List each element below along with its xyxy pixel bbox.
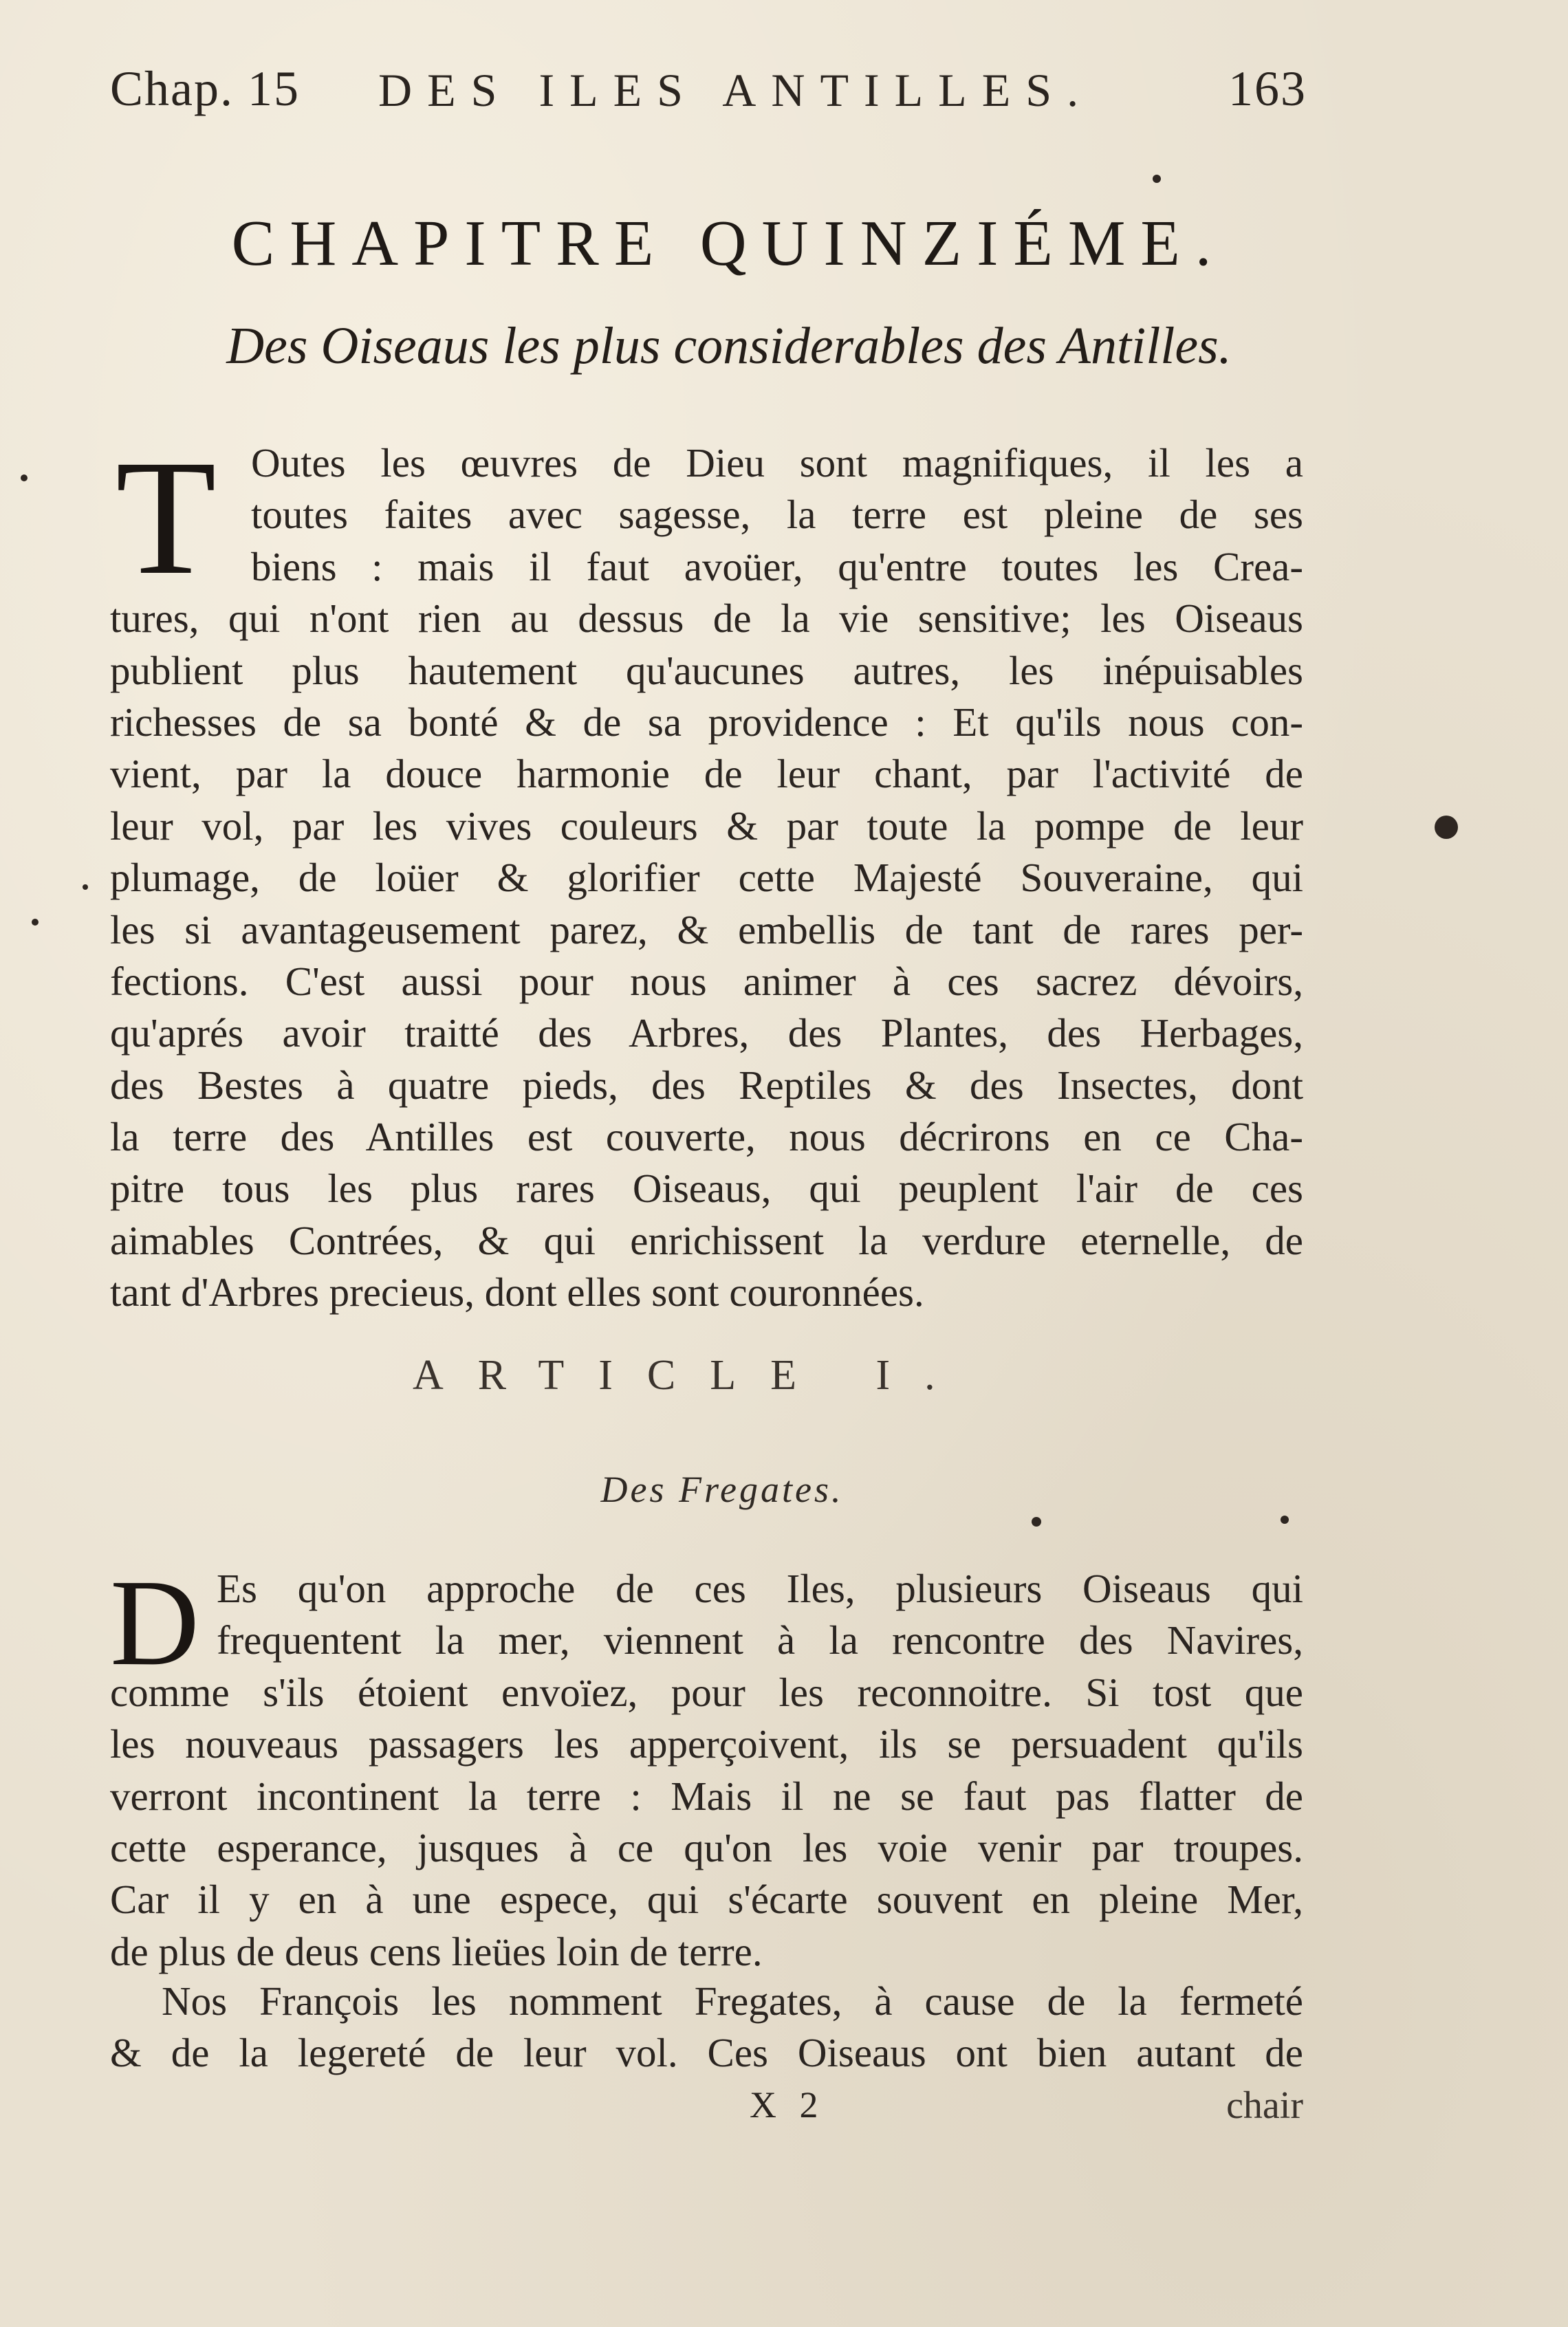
signature-mark: X 2 [750, 2084, 825, 2126]
paragraph-1 [110, 426, 1303, 1319]
text-line: Es qu'on approche de ces Iles, plusieurs Oiseaus qui [217, 1566, 1303, 1611]
ink-spot [1281, 1516, 1289, 1524]
text-line: publient plus hautement qu'aucunes autres, les inépuisables [110, 647, 1303, 693]
chapter-title: CHAPITRE QUINZIÉME. [231, 208, 1227, 279]
text-line: des Bestes à quatre pieds, des Reptiles & des Insectes, dont [110, 1062, 1303, 1108]
page-number: 163 [1228, 61, 1307, 116]
text-line: pitre tous les plus rares Oiseaus, qui peuplent l'air de ces [110, 1166, 1303, 1212]
drop-cap-initial: D [110, 1554, 199, 1691]
text-line: frequentent la mer, viennent à la rencontre des Navires, [217, 1617, 1303, 1663]
running-head-title: DES ILES ANTILLES. [378, 64, 1094, 116]
text-line: de plus de deus cens lieües loin de terre. [110, 1928, 763, 1974]
text-line: plumage, de loüer & glorifier cette Majesté Souveraine, qui [110, 855, 1303, 901]
text-line: richesses de sa bonté & de sa providence : Et qu'ils nous con- [110, 699, 1303, 745]
text-line: leur vol, par les vives couleurs & par toute la pompe de leur [110, 802, 1303, 849]
text-line: la terre des Antilles est couverte, nous décrirons en ce Cha- [110, 1114, 1303, 1160]
ink-spot [83, 884, 88, 890]
text-line: comme s'ils étoient envoïez, pour les reconnoitre. Si tost que [110, 1669, 1303, 1715]
article-subheading: Des Fregates. [600, 1469, 844, 1510]
paragraph-3 [110, 1976, 1303, 2079]
text-line: Car il y en à une espece, qui s'écarte souvent en pleine Mer, [110, 1877, 1303, 1923]
ink-spot [1153, 175, 1161, 183]
running-head [110, 61, 1307, 136]
text-line: les nouveaus passagers les apperçoivent, ils se persuadent qu'ils [110, 1721, 1303, 1767]
text-line: & de la legereté de leur vol. Ces Oiseaus ont bien autant de [110, 2030, 1303, 2076]
article-heading: ARTICLE I. [413, 1352, 970, 1399]
text-line: verront incontinent la terre : Mais il ne se faut pas flatter de [110, 1773, 1303, 1819]
ink-spot [1032, 1517, 1041, 1527]
text-line: Outes les œuvres de Dieu sont magnifiques, il les a [251, 440, 1303, 485]
drop-cap-initial: T [116, 426, 217, 609]
text-line: Nos François les nomment Fregates, à cause de la fermeté [162, 1978, 1303, 2024]
ink-spot [32, 919, 39, 926]
running-head-chapter: Chap. 15 [110, 61, 300, 116]
catchword: chair [1226, 2084, 1303, 2127]
text-line: tant d'Arbres precieus, dont elles sont couronnées. [110, 1269, 924, 1315]
text-line: cette esperance, jusques à ce qu'on les voie venir par troupes. [110, 1824, 1303, 1870]
ink-spot [21, 474, 28, 481]
text-line: fections. C'est aussi pour nous animer à ces sacrez dévoirs, [110, 958, 1303, 1004]
text-line: qu'aprés avoir traitté des Arbres, des Plantes, des Herbages, [110, 1010, 1303, 1056]
chapter-subtitle: Des Oiseaus les plus considerables des Antilles. [226, 317, 1232, 375]
text-line: les si avantageusement parez, & embellis de tant de rares per- [110, 906, 1303, 952]
text-line: vient, par la douce harmonie de leur chant, par l'activité de [110, 751, 1303, 797]
text-line: toutes faites avec sagesse, la terre est pleine de ses [251, 492, 1303, 538]
paragraph-2 [110, 1554, 1303, 1978]
text-line: tures, qui n'ont rien au dessus de la vie sensitive; les Oiseaus [110, 596, 1303, 642]
text-line: aimables Contrées, & qui enrichissent la verdure eternelle, de [110, 1217, 1303, 1263]
ink-spot [1435, 816, 1458, 839]
text-line: biens : mais il faut avoüer, qu'entre toutes les Crea- [251, 543, 1303, 589]
